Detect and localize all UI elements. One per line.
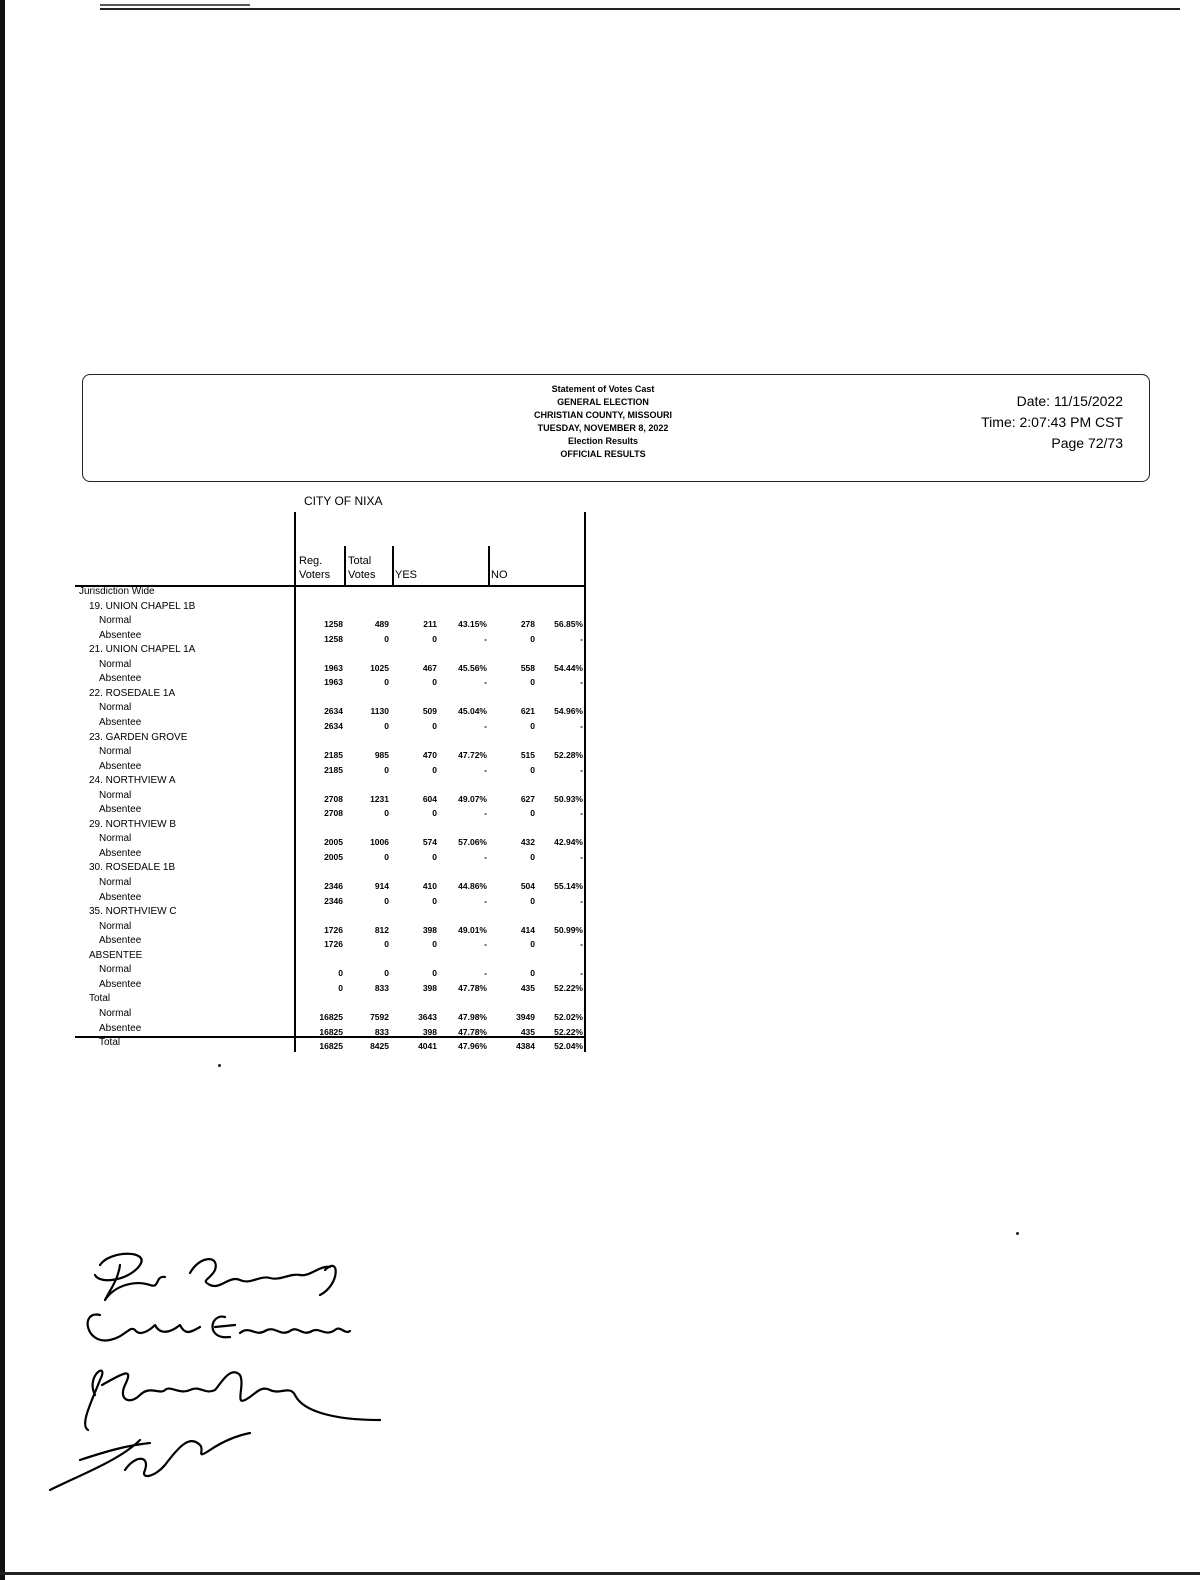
cell-no-count: 0 xyxy=(530,633,535,644)
cell-no-pct: - xyxy=(580,808,583,819)
cell-yes-count: 398 xyxy=(422,1026,437,1037)
cell-yes-count: 0 xyxy=(432,895,437,906)
cell-yes-count: 211 xyxy=(423,619,437,630)
cell-no-pct: - xyxy=(580,720,583,731)
row-label: Absentee xyxy=(99,716,142,728)
section-label: 22. ROSEDALE 1A xyxy=(89,687,176,699)
row-label: Absentee xyxy=(99,1022,142,1034)
cell-total-votes: 0 xyxy=(384,895,389,906)
report-title: Statement of Votes Cast xyxy=(551,384,655,394)
cell-yes-count: 574 xyxy=(422,837,437,848)
row-label: Absentee xyxy=(99,891,142,903)
cell-yes-pct: 44.86% xyxy=(458,881,487,891)
report-date: Date: 11/15/2022 xyxy=(1016,393,1123,409)
cell-no-count: 515 xyxy=(520,750,535,761)
cell-yes-count: 4041 xyxy=(418,1041,437,1052)
cell-reg-voters: 1963 xyxy=(324,677,343,688)
row-label: Normal xyxy=(99,1007,132,1019)
cell-reg-voters: 16825 xyxy=(319,1041,343,1052)
cell-total-votes: 1025 xyxy=(370,662,389,673)
scan-artifact-line xyxy=(100,4,250,6)
scan-speck xyxy=(218,1064,221,1067)
cell-no-pct: 50.99% xyxy=(554,924,583,935)
cell-no-count: 3949 xyxy=(516,1011,535,1022)
cell-yes-pct: - xyxy=(484,895,487,906)
cell-no-count: 435 xyxy=(520,982,535,993)
cell-yes-pct: - xyxy=(484,808,487,819)
cell-yes-pct: 49.07% xyxy=(458,793,487,804)
cell-no-count: 504 xyxy=(520,881,535,891)
cell-yes-pct: 47.98% xyxy=(458,1011,487,1022)
column-divider xyxy=(294,512,296,1052)
cell-yes-pct: 47.96% xyxy=(458,1041,487,1052)
report-header xyxy=(82,374,1150,482)
signatures xyxy=(40,1245,420,1505)
cell-no-pct: 42.94% xyxy=(554,837,583,848)
scan-speck xyxy=(1016,1232,1019,1235)
row-label: Absentee xyxy=(99,629,142,641)
cell-no-pct: - xyxy=(580,895,583,906)
cell-no-pct: 56.85% xyxy=(554,619,583,630)
cell-no-count: 0 xyxy=(530,720,535,731)
row-label: Absentee xyxy=(99,760,142,772)
cell-reg-voters: 2634 xyxy=(324,706,343,717)
cell-no-pct: 52.28% xyxy=(554,750,583,761)
cell-total-votes: 1231 xyxy=(370,793,389,804)
signature-4 xyxy=(50,1433,250,1490)
cell-total-votes: 0 xyxy=(384,720,389,731)
cell-yes-count: 0 xyxy=(432,677,437,688)
cell-yes-pct: - xyxy=(484,633,487,644)
cell-total-votes: 0 xyxy=(384,677,389,688)
cell-total-votes: 8425 xyxy=(370,1041,389,1052)
cell-yes-pct: 47.78% xyxy=(458,982,487,993)
cell-total-votes: 0 xyxy=(384,633,389,644)
cell-yes-count: 0 xyxy=(432,720,437,731)
col-reg-voters: Reg. Voters xyxy=(299,555,331,581)
row-label: Normal xyxy=(99,789,132,801)
election-date: TUESDAY, NOVEMBER 8, 2022 xyxy=(537,423,669,433)
report-title-block xyxy=(483,383,723,461)
cell-reg-voters: 2005 xyxy=(324,837,343,848)
cell-yes-count: 0 xyxy=(432,633,437,644)
cell-reg-voters: 1726 xyxy=(324,939,343,950)
cell-yes-count: 398 xyxy=(422,982,437,993)
cell-yes-count: 0 xyxy=(432,808,437,819)
row-label: Normal xyxy=(99,702,132,714)
cell-yes-pct: 47.72% xyxy=(458,750,487,761)
row-label: Absentee xyxy=(99,673,142,685)
cell-reg-voters: 2346 xyxy=(324,895,343,906)
cell-reg-voters: 2185 xyxy=(324,750,343,761)
cell-no-pct: 55.14% xyxy=(554,881,583,891)
cell-yes-count: 0 xyxy=(432,939,437,950)
report-time: Time: 2:07:43 PM CST xyxy=(981,414,1123,430)
cell-no-count: 0 xyxy=(530,968,535,979)
cell-no-pct: - xyxy=(580,851,583,862)
cell-yes-pct: 49.01% xyxy=(458,924,487,935)
cell-reg-voters: 1963 xyxy=(324,662,343,673)
cell-no-pct: - xyxy=(580,677,583,688)
cell-reg-voters: 2634 xyxy=(324,720,343,731)
election-name: GENERAL ELECTION xyxy=(557,397,649,407)
cell-reg-voters: 16825 xyxy=(319,1011,343,1022)
row-label: Normal xyxy=(99,877,132,888)
row-label: Absentee xyxy=(99,935,142,947)
scan-artifact-line xyxy=(0,1572,1200,1575)
cell-yes-count: 467 xyxy=(422,662,437,673)
row-label: Absentee xyxy=(99,847,142,859)
row-label: Normal xyxy=(99,746,132,758)
section-label: 35. NORTHVIEW C xyxy=(89,906,177,918)
cell-total-votes: 489 xyxy=(374,619,389,630)
cell-total-votes: 985 xyxy=(374,750,389,761)
cell-yes-pct: 45.56% xyxy=(458,662,487,673)
cell-no-pct: - xyxy=(580,633,583,644)
cell-yes-count: 410 xyxy=(422,881,437,891)
row-label: Normal xyxy=(99,615,132,627)
row-label: Absentee xyxy=(99,804,142,816)
cell-yes-count: 0 xyxy=(432,968,437,979)
row-label: Normal xyxy=(99,658,132,670)
column-divider xyxy=(392,546,394,586)
cell-reg-voters: 2185 xyxy=(324,764,343,775)
cell-no-count: 432 xyxy=(520,837,535,848)
cell-yes-pct: - xyxy=(484,764,487,775)
cell-reg-voters: 1258 xyxy=(324,619,343,630)
cell-yes-count: 509 xyxy=(422,706,437,717)
scan-artifact-line xyxy=(100,8,1180,10)
signature-1 xyxy=(95,1254,336,1300)
cell-no-count: 0 xyxy=(530,764,535,775)
col-no: NO xyxy=(491,569,508,581)
report-status: OFFICIAL RESULTS xyxy=(560,449,646,459)
report-meta xyxy=(981,391,1123,454)
section-label: 23. GARDEN GROVE xyxy=(89,731,188,743)
cell-no-count: 0 xyxy=(530,677,535,688)
cell-no-count: 627 xyxy=(520,793,535,804)
cell-no-pct: - xyxy=(580,764,583,775)
cell-yes-count: 470 xyxy=(422,750,437,761)
signature-3 xyxy=(85,1371,380,1430)
section-label: 21. UNION CHAPEL 1A xyxy=(89,644,196,656)
column-divider xyxy=(344,546,346,586)
cell-total-votes: 0 xyxy=(384,764,389,775)
cell-total-votes: 0 xyxy=(384,851,389,862)
section-label: 24. NORTHVIEW A xyxy=(89,775,176,787)
cell-no-pct: 54.96% xyxy=(554,706,583,717)
cell-reg-voters: 16825 xyxy=(319,1026,343,1037)
cell-reg-voters: 2708 xyxy=(324,793,343,804)
row-label: Normal xyxy=(99,920,132,932)
report-type: Election Results xyxy=(567,436,639,446)
column-divider xyxy=(488,546,490,586)
section-label: Jurisdiction Wide xyxy=(79,586,155,597)
col-yes: YES xyxy=(395,569,418,581)
cell-no-count: 0 xyxy=(530,808,535,819)
column-divider xyxy=(584,512,586,1052)
cell-no-pct: - xyxy=(580,968,583,979)
cell-yes-count: 604 xyxy=(422,793,437,804)
cell-total-votes: 0 xyxy=(384,968,389,979)
cell-no-pct: 52.22% xyxy=(554,1026,583,1037)
results-table xyxy=(75,512,587,1052)
row-label: Total xyxy=(99,1037,121,1049)
cell-yes-pct: - xyxy=(484,939,487,950)
cell-no-pct: - xyxy=(580,939,583,950)
cell-total-votes: 1006 xyxy=(370,837,389,848)
page-number: Page 72/73 xyxy=(1051,435,1123,451)
cell-reg-voters: 1258 xyxy=(324,633,343,644)
cell-yes-pct: 47.78% xyxy=(458,1026,487,1037)
cell-yes-pct: - xyxy=(484,677,487,688)
cell-no-pct: 52.04% xyxy=(554,1041,583,1052)
cell-no-pct: 52.02% xyxy=(554,1011,583,1022)
cell-no-count: 0 xyxy=(530,851,535,862)
cell-reg-voters: 1726 xyxy=(324,924,343,935)
county-name: CHRISTIAN COUNTY, MISSOURI xyxy=(533,410,672,420)
cell-yes-count: 3643 xyxy=(418,1011,437,1022)
cell-no-count: 0 xyxy=(530,939,535,950)
cell-yes-pct: 57.06% xyxy=(458,837,487,848)
signature-2 xyxy=(88,1315,350,1341)
cell-no-count: 4384 xyxy=(516,1041,535,1052)
row-label: Normal xyxy=(99,833,132,845)
section-label: 30. ROSEDALE 1B xyxy=(89,862,176,874)
cell-yes-count: 0 xyxy=(432,764,437,775)
cell-no-count: 435 xyxy=(520,1026,535,1037)
cell-yes-pct: 45.04% xyxy=(458,706,487,717)
row-label: Normal xyxy=(99,964,132,976)
cell-no-pct: 54.44% xyxy=(554,662,583,673)
cell-total-votes: 7592 xyxy=(370,1011,389,1022)
row-label: Absentee xyxy=(99,978,142,990)
section-label: 19. UNION CHAPEL 1B xyxy=(89,600,196,612)
cell-reg-voters: 2005 xyxy=(324,851,343,862)
cell-yes-pct: - xyxy=(484,968,487,979)
cell-no-count: 0 xyxy=(530,895,535,906)
section-label: Total xyxy=(89,993,111,1005)
cell-reg-voters: 0 xyxy=(338,982,343,993)
cell-yes-pct: - xyxy=(484,851,487,862)
cell-yes-pct: - xyxy=(484,720,487,731)
cell-total-votes: 833 xyxy=(374,1026,389,1037)
cell-no-pct: 50.93% xyxy=(554,793,583,804)
cell-total-votes: 812 xyxy=(374,924,389,935)
section-label: 29. NORTHVIEW B xyxy=(89,818,177,830)
cell-yes-pct: 43.15% xyxy=(458,619,487,630)
contest-title: CITY OF NIXA xyxy=(304,494,383,508)
cell-no-count: 278 xyxy=(520,619,535,630)
cell-no-count: 621 xyxy=(520,706,535,717)
cell-no-count: 414 xyxy=(520,924,535,935)
cell-yes-count: 0 xyxy=(432,851,437,862)
cell-no-count: 558 xyxy=(520,662,535,673)
cell-reg-voters: 0 xyxy=(338,968,343,979)
cell-total-votes: 833 xyxy=(374,982,389,993)
cell-no-pct: 52.22% xyxy=(554,982,583,993)
cell-total-votes: 0 xyxy=(384,939,389,950)
col-total-votes: Total Votes xyxy=(348,555,376,581)
cell-total-votes: 1130 xyxy=(370,706,389,717)
cell-reg-voters: 2708 xyxy=(324,808,343,819)
cell-total-votes: 0 xyxy=(384,808,389,819)
cell-yes-count: 398 xyxy=(422,924,437,935)
cell-reg-voters: 2346 xyxy=(324,881,343,891)
section-label: ABSENTEE xyxy=(89,949,143,961)
scan-edge xyxy=(0,0,5,1580)
cell-total-votes: 914 xyxy=(374,881,389,891)
